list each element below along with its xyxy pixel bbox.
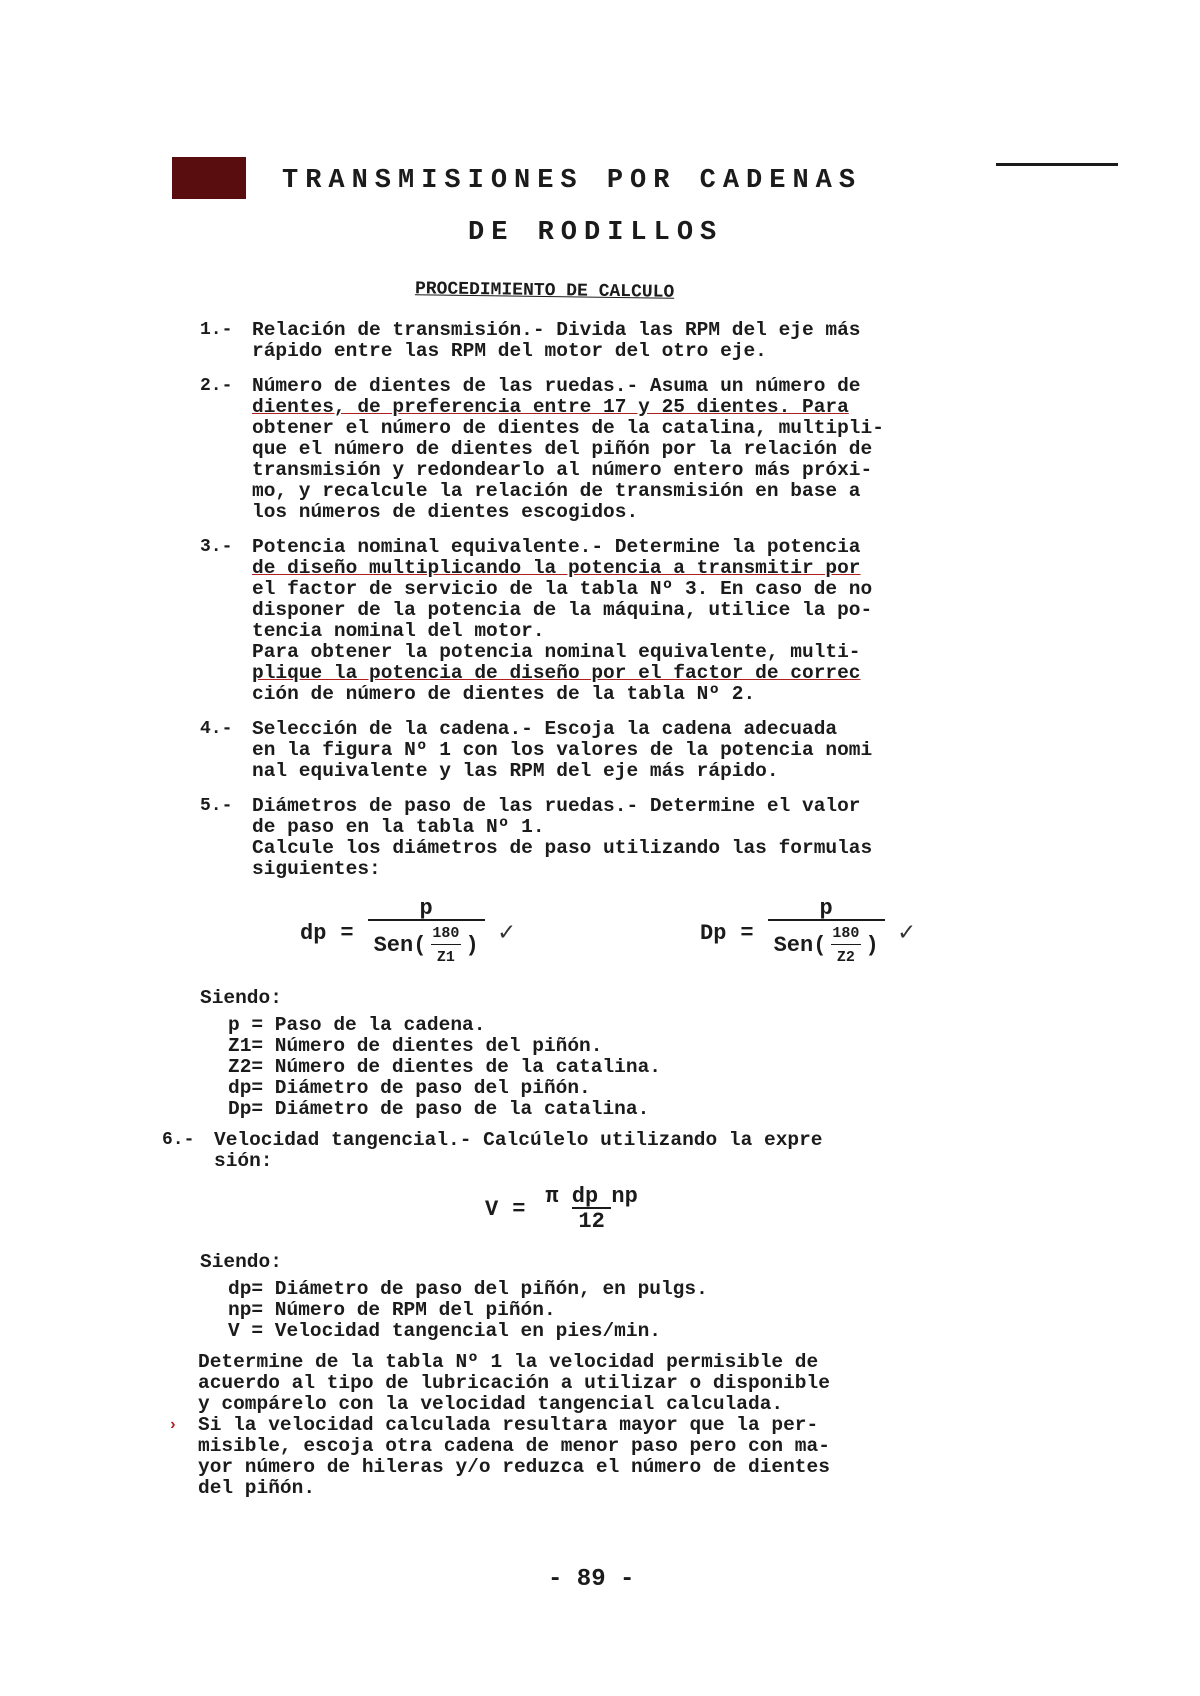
angle-denominator: Z2 <box>831 944 861 968</box>
definition-item: Z1= Número de dientes del piñón. <box>228 1035 603 1057</box>
equals-sign: = <box>340 920 354 946</box>
definition-item: Dp= Diámetro de paso de la catalina. <box>228 1098 650 1120</box>
step-line: de diseño multiplicando la potencia a transmitir por <box>252 557 861 579</box>
step-line: que el número de dientes del piñón por la relación de <box>252 438 873 460</box>
step-line: mo, y recalcule la relación de transmisión en base a <box>252 480 861 502</box>
section-tab-marker <box>172 157 246 199</box>
step-line: Potencia nominal equivalente.- Determine la potencia <box>252 536 861 558</box>
step-line: disponer de la potencia de la máquina, utilice la po- <box>252 599 873 621</box>
denominator: 12 <box>572 1207 610 1232</box>
formula-lhs: V <box>485 1196 499 1222</box>
step-line: Número de dientes de las ruedas.- Asuma un número de <box>252 375 861 397</box>
title-line-1: TRANSMISIONES POR CADENAS <box>282 166 863 196</box>
numerator: π dp np <box>545 1184 638 1209</box>
step-line: el factor de servicio de la tabla Nº 3. En caso de no <box>252 578 873 600</box>
step-number: 3.- <box>200 537 233 557</box>
close-paren: ) <box>865 933 879 958</box>
step-line: tencia nominal del motor. <box>252 620 545 642</box>
definitions-1 <box>200 988 1080 1120</box>
step-number: 6.- <box>162 1130 195 1150</box>
step-number: 1.- <box>200 320 233 340</box>
header-rule <box>996 163 1118 166</box>
closing-line-text: Si la velocidad calculada resultara mayor que la per- <box>198 1414 819 1436</box>
fraction <box>368 898 485 968</box>
closing-paragraph <box>168 1351 1078 1499</box>
definition-item: p = Paso de la cadena. <box>228 1014 486 1036</box>
step-6 <box>162 1130 1080 1172</box>
step-line: ción de número de dientes de la tabla Nº 2. <box>252 683 756 705</box>
sine-function: Sen( <box>373 933 427 958</box>
close-paren: ) <box>465 933 479 958</box>
definition-item: V = Velocidad tangencial en pies/min. <box>228 1320 661 1342</box>
margin-mark-icon: › <box>168 1416 178 1434</box>
step-line: Diámetros de paso de las ruedas.- Determine el valor <box>252 795 861 817</box>
denominator <box>768 919 885 968</box>
numerator: p <box>819 896 833 921</box>
document-body <box>162 319 1080 1499</box>
step-number: 2.- <box>200 376 233 396</box>
step-line: obtener el número de dientes de la catalina, multipli- <box>252 417 884 439</box>
angle-numerator: 180 <box>432 925 460 942</box>
step-line: Calcule los diámetros de paso utilizando las formulas <box>252 837 873 859</box>
angle-fraction <box>426 923 465 968</box>
angle-fraction <box>826 923 865 968</box>
step-line: Velocidad tangencial.- Calcúlelo utilizando la expre <box>214 1129 823 1151</box>
angle-numerator: 180 <box>832 925 860 942</box>
step-3 <box>200 537 1080 705</box>
page-number: - 89 - <box>548 1566 635 1593</box>
definition-item: dp= Diámetro de paso del piñón. <box>228 1077 591 1099</box>
closing-line: Determine de la tabla Nº 1 la velocidad permisible de <box>198 1351 819 1373</box>
closing-line: yor número de hileras y/o reduzca el número de dientes <box>198 1456 830 1478</box>
closing-line: y compárelo con la velocidad tangencial calculada. <box>198 1393 784 1415</box>
closing-line: acuerdo al tipo de lubricación a utilizar o disponible <box>198 1372 830 1394</box>
definitions-list <box>228 1279 1080 1342</box>
closing-line: misible, escoja otra cadena de menor paso pero con ma- <box>198 1435 830 1457</box>
formula-lhs: dp <box>300 920 327 946</box>
step-line: de paso en la tabla Nº 1. <box>252 816 545 838</box>
fraction <box>539 1186 643 1232</box>
closing-line <box>168 1414 1078 1436</box>
numerator: p <box>419 896 433 921</box>
step-line: transmisión y redondearlo al número entero más próxi- <box>252 459 873 481</box>
step-line: Relación de transmisión.- Divida las RPM del eje más <box>252 319 861 341</box>
step-4 <box>200 719 1080 782</box>
step-line: Selección de la cadena.- Escoja la cadena adecuada <box>252 718 838 740</box>
step-1 <box>200 320 1080 362</box>
step-number: 5.- <box>200 796 233 816</box>
definition-item: dp= Diámetro de paso del piñón, en pulgs. <box>228 1278 708 1300</box>
closing-line: del piñón. <box>198 1477 316 1499</box>
step-line: en la figura Nº 1 con los valores de la potencia nomi <box>252 739 873 761</box>
step-5 <box>200 796 1080 880</box>
step-line: los números de dientes escogidos. <box>252 501 639 523</box>
formula-v <box>485 1186 644 1232</box>
step-number: 4.- <box>200 719 233 739</box>
definitions-list <box>228 1015 1080 1120</box>
checkmark-icon: ✓ <box>498 917 515 948</box>
subtitle: PROCEDIMIENTO DE CALCULO <box>414 279 675 303</box>
formula-Dp <box>700 898 914 968</box>
definition-item: np= Número de RPM del piñón. <box>228 1299 556 1321</box>
angle-denominator: Z1 <box>431 944 461 968</box>
title-line-2: DE RODILLOS <box>468 218 724 248</box>
step-line: nal equivalente y las RPM del eje más rápido. <box>252 760 779 782</box>
definitions-2 <box>200 1252 1080 1342</box>
checkmark-icon: ✓ <box>898 917 915 948</box>
sine-function: Sen( <box>773 933 827 958</box>
fraction <box>768 898 885 968</box>
equals-sign: = <box>512 1196 526 1222</box>
step-line: siguientes: <box>252 858 381 880</box>
formula-dp <box>300 898 514 968</box>
step-line: dientes, de preferencia entre 17 y 25 dientes. Para <box>252 396 849 418</box>
pitch-diameter-formulas <box>200 898 1080 978</box>
velocity-formula <box>200 1186 1080 1246</box>
definitions-heading: Siendo: <box>200 1251 282 1273</box>
step-2 <box>200 376 1080 523</box>
definitions-heading: Siendo: <box>200 987 282 1009</box>
step-line: plique la potencia de diseño por el factor de correc <box>252 662 861 684</box>
formula-lhs: Dp <box>700 920 727 946</box>
equals-sign: = <box>740 920 754 946</box>
step-line: rápido entre las RPM del motor del otro eje. <box>252 340 767 362</box>
definition-item: Z2= Número de dientes de la catalina. <box>228 1056 661 1078</box>
step-line: sión: <box>214 1150 273 1172</box>
denominator <box>368 919 485 968</box>
step-line: Para obtener la potencia nominal equivalente, multi- <box>252 641 861 663</box>
